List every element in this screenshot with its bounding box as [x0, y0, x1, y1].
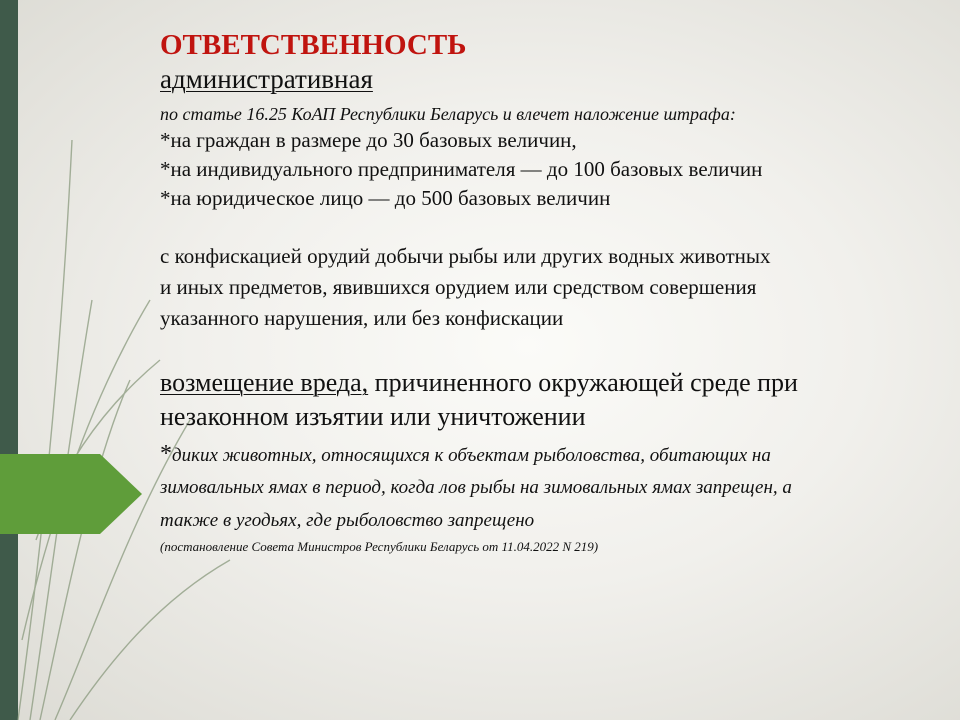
decree-reference: (постановление Совета Министров Республики Беларусь от 11.04.2022 N 219) — [160, 539, 599, 554]
harm-line-1 — [160, 366, 950, 400]
wildlife-line — [160, 438, 950, 471]
harm-compensation-label: возмещение вреда, — [160, 368, 369, 397]
confiscation-line: и иных предметов, явившихся орудием или средством совершения — [160, 275, 757, 299]
wildlife-line: также в угодьях, где рыболовство запрещено — [160, 510, 535, 531]
slide-title: ОТВЕТСТВЕННОСТЬ — [160, 29, 467, 61]
green-arrow-icon — [0, 454, 142, 534]
asterisk-marker: * — [160, 441, 172, 467]
slide-content — [160, 28, 950, 557]
confiscation-line: указанного нарушения, или без конфискации — [160, 306, 564, 330]
penalty-legal-entity: *на юридическое лицо — до 500 базовых величин — [160, 186, 611, 210]
harm-text: причиненного окружающей среде при — [368, 368, 798, 397]
article-reference: по статье 16.25 КоАП Республики Беларусь и влечет наложение штрафа: — [160, 104, 736, 124]
left-accent-bar — [0, 0, 18, 720]
slide-subtitle: административная — [160, 64, 373, 94]
wildlife-line: зимовальных ямах в период, когда лов рыбы на зимовальных ямах запрещен, а — [160, 477, 792, 498]
penalty-entrepreneur: *на индивидуального предпринимателя — до 100 базовых величин — [160, 157, 763, 181]
wildlife-text: диких животных, относящихся к объектам рыболовства, обитающих на — [172, 445, 771, 466]
harm-line-2: незаконном изъятии или уничтожении — [160, 402, 586, 431]
penalty-citizens: *на граждан в размере до 30 базовых величин, — [160, 128, 577, 152]
confiscation-line: с конфискацией орудий добычи рыбы или других водных животных — [160, 244, 771, 268]
